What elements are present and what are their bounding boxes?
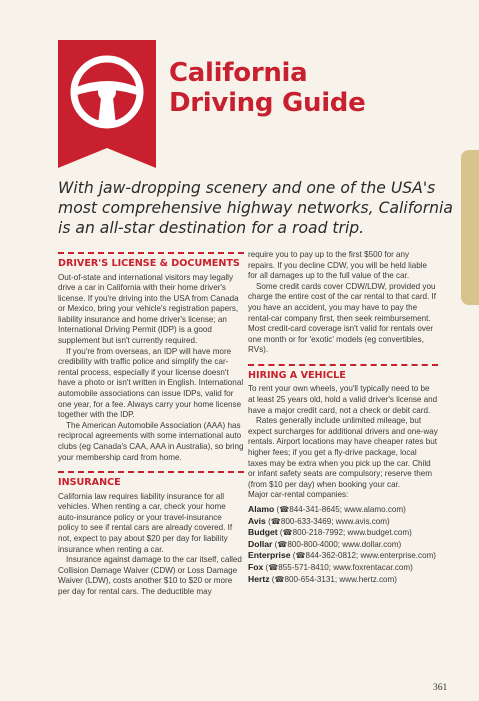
- list-item: [248, 550, 438, 562]
- paragraph: require you to pay up to the first $500 for any repairs. If you decline CDW, you will be held liable for all damages up to the full value of the car.: [248, 250, 428, 281]
- company-details: (☎800-218-7992; www.budget.com): [279, 528, 412, 538]
- company-details: (☎800-800-4000; www.dollar.com): [274, 539, 402, 549]
- license-section: [58, 252, 244, 463]
- list-intro: Major car-rental companies:: [248, 490, 349, 500]
- section-divider: [248, 364, 438, 366]
- paragraph: Rates generally include unlimited mileage, but expect surcharges for additional drivers and one-way rentals. Airport locations may have cheaper rates but higher fees; if you get a fly-drive package, local taxes may be extra when you pick up the car. Child or infant safety seats are compulsory; reserve them (from $10 per day) when booking your car.: [248, 416, 438, 489]
- paragraph: Insurance against damage to the car itself, called Collision Damage Waiver (CDW) or Loss Damage Waiver (LDW), costs another $10 to $20 or more per day for rental cars. The deductible may: [58, 555, 242, 597]
- right-column: [248, 250, 438, 593]
- steering-wheel-icon: [58, 40, 156, 168]
- company-name: Dollar: [248, 538, 273, 549]
- paragraph: Some credit cards cover CDW/LDW, provided you charge the entire cost of the car rental to that card. If you have an accident, you may have to pay the rental-car company first, then seek reimbursement. Most credit-card coverage isn't valid for rentals over one month or for 'exotic' models (eg convertibles, RVs).: [248, 281, 437, 355]
- insurance-continued: [248, 250, 438, 356]
- list-item: [248, 504, 438, 516]
- company-name: Hertz: [248, 573, 270, 584]
- paragraph: The American Automobile Association (AAA) has reciprocal agreements with some international auto clubs (eg Canada's CAA, AAA in Australia), so bring your membership card from home.: [58, 420, 244, 462]
- company-name: Fox: [248, 561, 264, 572]
- company-name: Budget: [248, 527, 278, 538]
- list-item: [248, 539, 438, 551]
- insurance-section: [58, 471, 244, 597]
- steering-wheel-badge: [58, 40, 156, 168]
- company-name: Alamo: [248, 503, 275, 514]
- paragraph: California law requires liability insurance for all vehicles. When renting a car, check your home auto-insurance policy or your travel-insurance policy to see if rental cars are already covered. If not, expect to pay about $20 per day for liability insurance when renting a car.: [58, 491, 233, 554]
- list-item: [248, 516, 438, 528]
- company-name: Avis: [248, 515, 266, 526]
- section-divider: [58, 252, 244, 254]
- company-name: Enterprise: [248, 550, 291, 561]
- list-item: [248, 562, 438, 574]
- section-heading: DRIVER'S LICENSE & DOCUMENTS: [58, 258, 240, 269]
- paragraph: If you're from overseas, an IDP will have more credibility with traffic police and simplify the car-rental process, especially if your license doesn't have a photo or isn't written in English. International automobile associations can issue IDPs, valid for one year, for a fee. Always carry your home license together with the IDP.: [58, 346, 244, 420]
- page-number: 361: [433, 683, 448, 693]
- company-details: (☎800-654-3131; www.hertz.com): [271, 574, 397, 584]
- page-title: [169, 58, 365, 118]
- company-details: (☎844-362-0812; www.enterprise.com): [292, 551, 437, 561]
- section-heading: INSURANCE: [58, 477, 121, 489]
- company-details: (☎800-633-3469; www.avis.com): [268, 516, 390, 526]
- section-divider: [58, 471, 244, 473]
- rental-company-list: [248, 504, 438, 585]
- section-heading: HIRING A VEHICLE: [248, 369, 346, 381]
- paragraph: Out-of-state and international visitors may legally drive a car in California with their home driver's license. If you're driving into the USA from Canada or Mexico, bring your vehicle's registration papers, liability insurance and home driver's license; an International Driving Permit (IDP) is a good supplement but isn't currently required.: [58, 272, 239, 346]
- list-item: [248, 574, 438, 586]
- left-column: [58, 250, 244, 606]
- title-line: Driving Guide: [169, 88, 366, 118]
- hiring-section: [248, 364, 438, 585]
- title-line: California: [169, 58, 308, 88]
- company-details: (☎855-571-8410; www.foxrentacar.com): [265, 562, 413, 572]
- intro-text: With jaw-dropping scenery and one of the USA's most comprehensive highway networks, California is an all-star destination for a road trip.: [58, 179, 453, 237]
- chapter-tab: [461, 150, 479, 305]
- list-item: [248, 527, 438, 539]
- company-details: (☎844-341-8645; www.alamo.com): [276, 504, 406, 514]
- paragraph: To rent your own wheels, you'll typically need to be at least 25 years old, hold a valid driver's license and have a major credit card, not a check or debit card.: [248, 384, 438, 415]
